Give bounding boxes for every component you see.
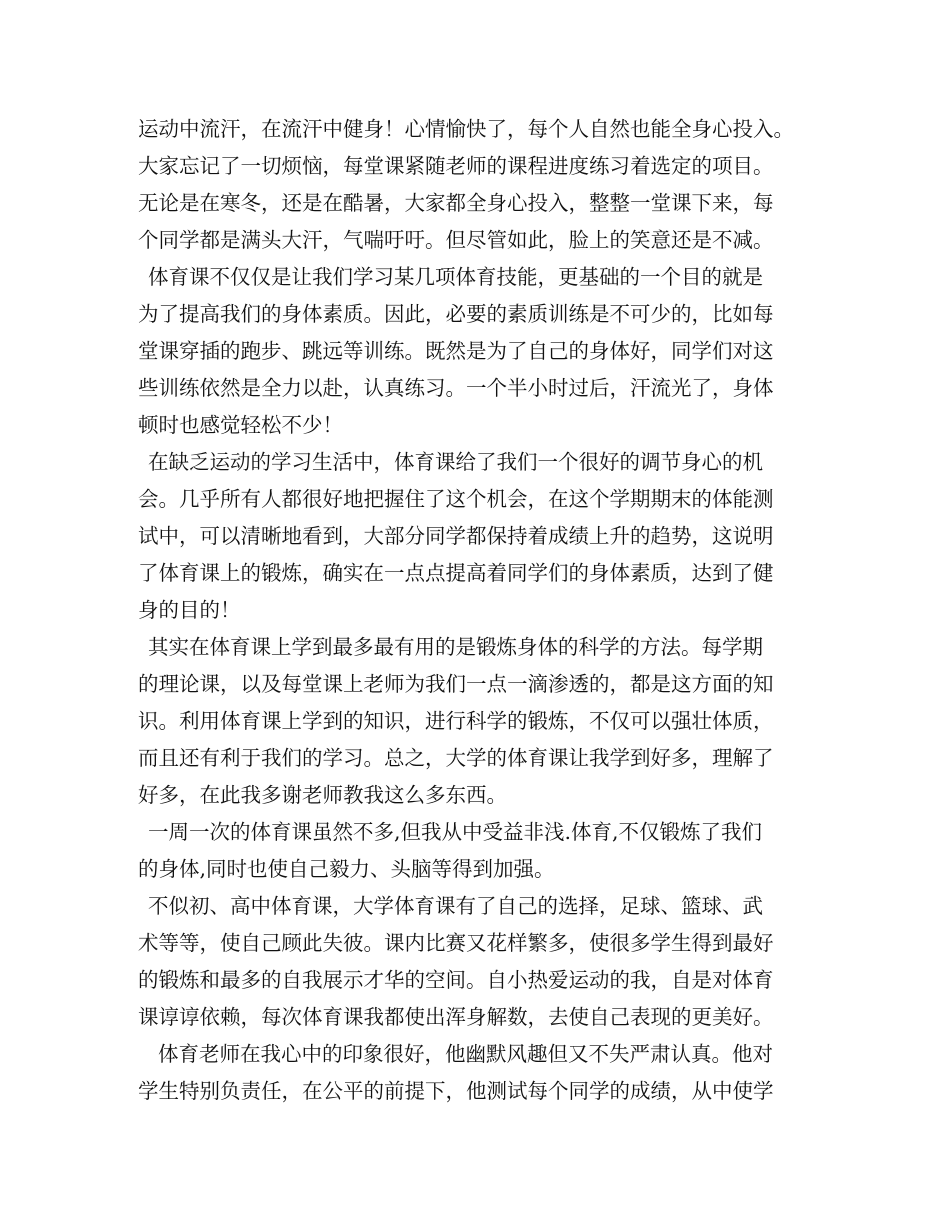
paragraph-start-line: 不似初、高中体育课，大学体育课有了自己的选择，足球、篮球、武 — [148, 894, 763, 918]
text-line: 课谆谆依赖，每次体育课我都使出浑身解数，去使自己表现的更美好。 — [138, 1005, 774, 1029]
text-line: 好多，在此我多谢老师教我这么多东西。 — [138, 783, 507, 807]
text-line: 会。几乎所有人都很好地把握住了这个机会，在这个学期期末的体能测 — [138, 487, 774, 511]
text-line: 学生特别负责任，在公平的前提下，他测试每个同学的成绩，从中使学 — [138, 1079, 774, 1103]
document-body — [138, 111, 828, 1110]
text-line: 识。利用体育课上学到的知识，进行科学的锻炼，不仅可以强壮体质， — [138, 709, 774, 733]
paragraph-start-line: 其实在体育课上学到最多最有用的是锻炼身体的科学的方法。每学期 — [148, 635, 763, 659]
text-line: 的理论课，以及每堂课上老师为我们一点一滴渗透的，都是这方面的知 — [138, 672, 774, 696]
text-line: 堂课穿插的跑步、跳远等训练。既然是为了自己的身体好，同学们对这 — [138, 339, 774, 363]
text-line: 顿时也感觉轻松不少！ — [138, 413, 343, 437]
text-line: 而且还有利于我们的学习。总之，大学的体育课让我学到好多，理解了 — [138, 746, 774, 770]
text-line: 的锻炼和最多的自我展示才华的空间。自小热爱运动的我，自是对体育 — [138, 968, 774, 992]
text-line: 大家忘记了一切烦恼，每堂课紧随老师的课程进度练习着选定的项目。 — [138, 154, 774, 178]
text-line: 些训练依然是全力以赴，认真练习。一个半小时过后，汗流光了，身体 — [138, 376, 774, 400]
paragraph-start-line: 一周一次的体育课虽然不多,但我从中受益非浅.体育,不仅锻炼了我们 — [148, 820, 763, 844]
text-line: 试中，可以清晰地看到，大部分同学都保持着成绩上升的趋势，这说明 — [138, 524, 774, 548]
paragraph-start-line: 体育老师在我心中的印象很好，他幽默风趣但又不失严肃认真。他对 — [158, 1042, 773, 1066]
text-line: 了体育课上的锻炼，确实在一点点提高着同学们的身体素质，达到了健 — [138, 561, 774, 585]
text-line: 的身体,同时也使自己毅力、头脑等得到加强。 — [138, 857, 555, 881]
text-line: 为了提高我们的身体素质。因此，必要的素质训练是不可少的，比如每 — [138, 302, 774, 326]
text-line: 身的目的！ — [138, 598, 241, 622]
paragraph-start-line: 在缺乏运动的学习生活中，体育课给了我们一个很好的调节身心的机 — [148, 450, 763, 474]
text-line: 运动中流汗，在流汗中健身！心情愉快了，每个人自然也能全身心投入。 — [138, 117, 794, 141]
text-line: 术等等，使自己顾此失彼。课内比赛又花样繁多，使很多学生得到最好 — [138, 931, 774, 955]
text-line: 无论是在寒冬，还是在酷暑，大家都全身心投入，整整一堂课下来，每 — [138, 191, 774, 215]
text-line: 个同学都是满头大汗，气喘吁吁。但尽管如此，脸上的笑意还是不减。 — [138, 228, 774, 252]
paragraph-start-line: 体育课不仅仅是让我们学习某几项体育技能，更基础的一个目的就是 — [148, 265, 763, 289]
